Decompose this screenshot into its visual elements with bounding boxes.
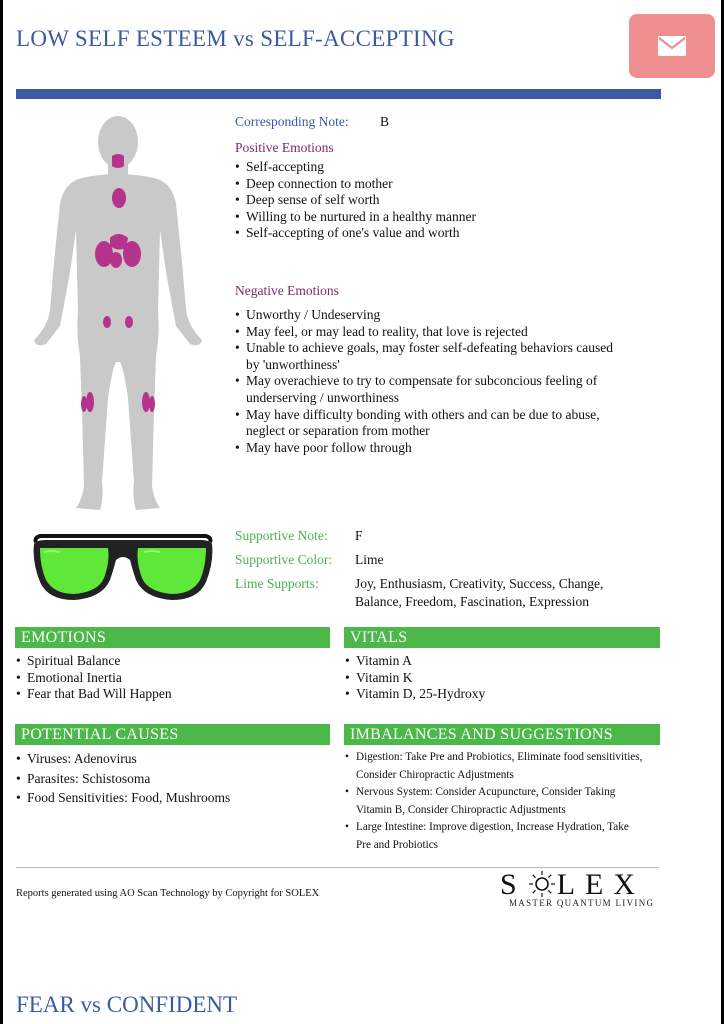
corresponding-note [235,114,390,130]
footer-text: Reports generated using AO Scan Technology by Copyright for SOLEX [16,888,320,899]
positive-emotions-list [235,159,476,242]
lime-glasses-image [30,532,216,604]
list-item: • Digestion: Take Pre and Probiotics, Eliminate food sensitivities, [345,749,642,767]
list-item: • May feel, or may lead to reality, that love is rejected [235,324,613,341]
list-item: • Fear that Bad Will Happen [16,686,172,703]
emotions-list [16,653,172,703]
email-button[interactable] [629,14,715,78]
list-item: • May have poor follow through [235,440,613,457]
list-item: • Large Intestine: Improve digestion, Increase Hydration, Take [345,819,642,837]
corresponding-note-value: B [380,114,390,129]
lime-supports-line-1: Joy, Enthusiasm, Creativity, Success, Change, [355,576,604,591]
page-title: LOW SELF ESTEEM vs SELF-ACCEPTING [16,26,455,51]
supportive-note [235,528,363,544]
supportive-color [235,552,384,568]
list-item: • Viruses: Adenovirus [16,749,230,769]
solex-logo-word: S LEX [500,868,646,901]
imbalances-heading: IMBALANCES AND SUGGESTIONS [344,724,660,745]
supportive-note-label: Supportive Note: [235,528,328,543]
list-item-continued: underserving / unworthiness [246,389,399,405]
list-item: • May overachieve to try to compensate for subconcious feeling of [235,373,613,390]
list-item: • Unable to achieve goals, may foster self-defeating behaviors caused [235,340,613,357]
vitals-heading: VITALS [344,627,660,648]
list-item: • Self-accepting of one's value and worth [235,225,476,242]
list-item: • Deep connection to mother [235,176,476,193]
potential-causes-heading: POTENTIAL CAUSES [15,724,330,745]
title-rule [16,89,661,99]
list-item: • Spiritual Balance [16,653,172,670]
list-item: • Willing to be nurtured in a healthy manner [235,209,476,226]
list-item: • Vitamin D, 25-Hydroxy [345,686,485,703]
envelope-icon [657,35,687,57]
lime-supports-line-2: Balance, Freedom, Fascination, Expression [355,594,589,609]
list-item: • Deep sense of self worth [235,192,476,209]
list-item: • Unworthy / Undeserving [235,307,613,324]
list-item: • Parasites: Schistosoma [16,769,230,789]
list-item-continued: by 'unworthiness' [246,356,340,372]
list-item-continued: Pre and Probiotics [356,838,439,851]
list-item: • Vitamin K [345,670,485,687]
imbalances-list [345,749,642,855]
negative-emotions-list [235,307,613,456]
lime-supports-label: Lime Supports: [235,576,319,591]
list-item: • May have difficulty bonding with others and can be due to abuse, [235,407,613,424]
list-item: • Food Sensitivities: Food, Mushrooms [16,788,230,808]
vitals-list [345,653,485,703]
sun-logo-icon [528,870,556,898]
list-item-continued: neglect or separation from mother [246,423,430,439]
lime-supports [235,576,604,609]
next-page-title: FEAR vs CONFIDENT [16,992,238,1017]
solex-tagline: MASTER QUANTUM LIVING [509,898,655,908]
list-item: • Emotional Inertia [16,670,172,687]
list-item: • Vitamin A [345,653,485,670]
potential-causes-list [16,749,230,808]
body-figure [26,112,210,514]
list-item: • Self-accepting [235,159,476,176]
supportive-color-value: Lime [355,552,384,567]
supportive-note-value: F [355,528,363,543]
list-item-continued: Vitamin B, Consider Chiropractic Adjustments [356,803,566,816]
corresponding-note-label: Corresponding Note: [235,114,349,129]
supportive-color-label: Supportive Color: [235,552,333,567]
negative-emotions-heading: Negative Emotions [235,283,339,298]
emotions-heading: EMOTIONS [15,627,330,648]
list-item-continued: Consider Chiropractic Adjustments [356,768,514,781]
positive-emotions-heading: Positive Emotions [235,140,334,155]
list-item: • Nervous System: Consider Acupuncture, Consider Taking [345,784,642,802]
